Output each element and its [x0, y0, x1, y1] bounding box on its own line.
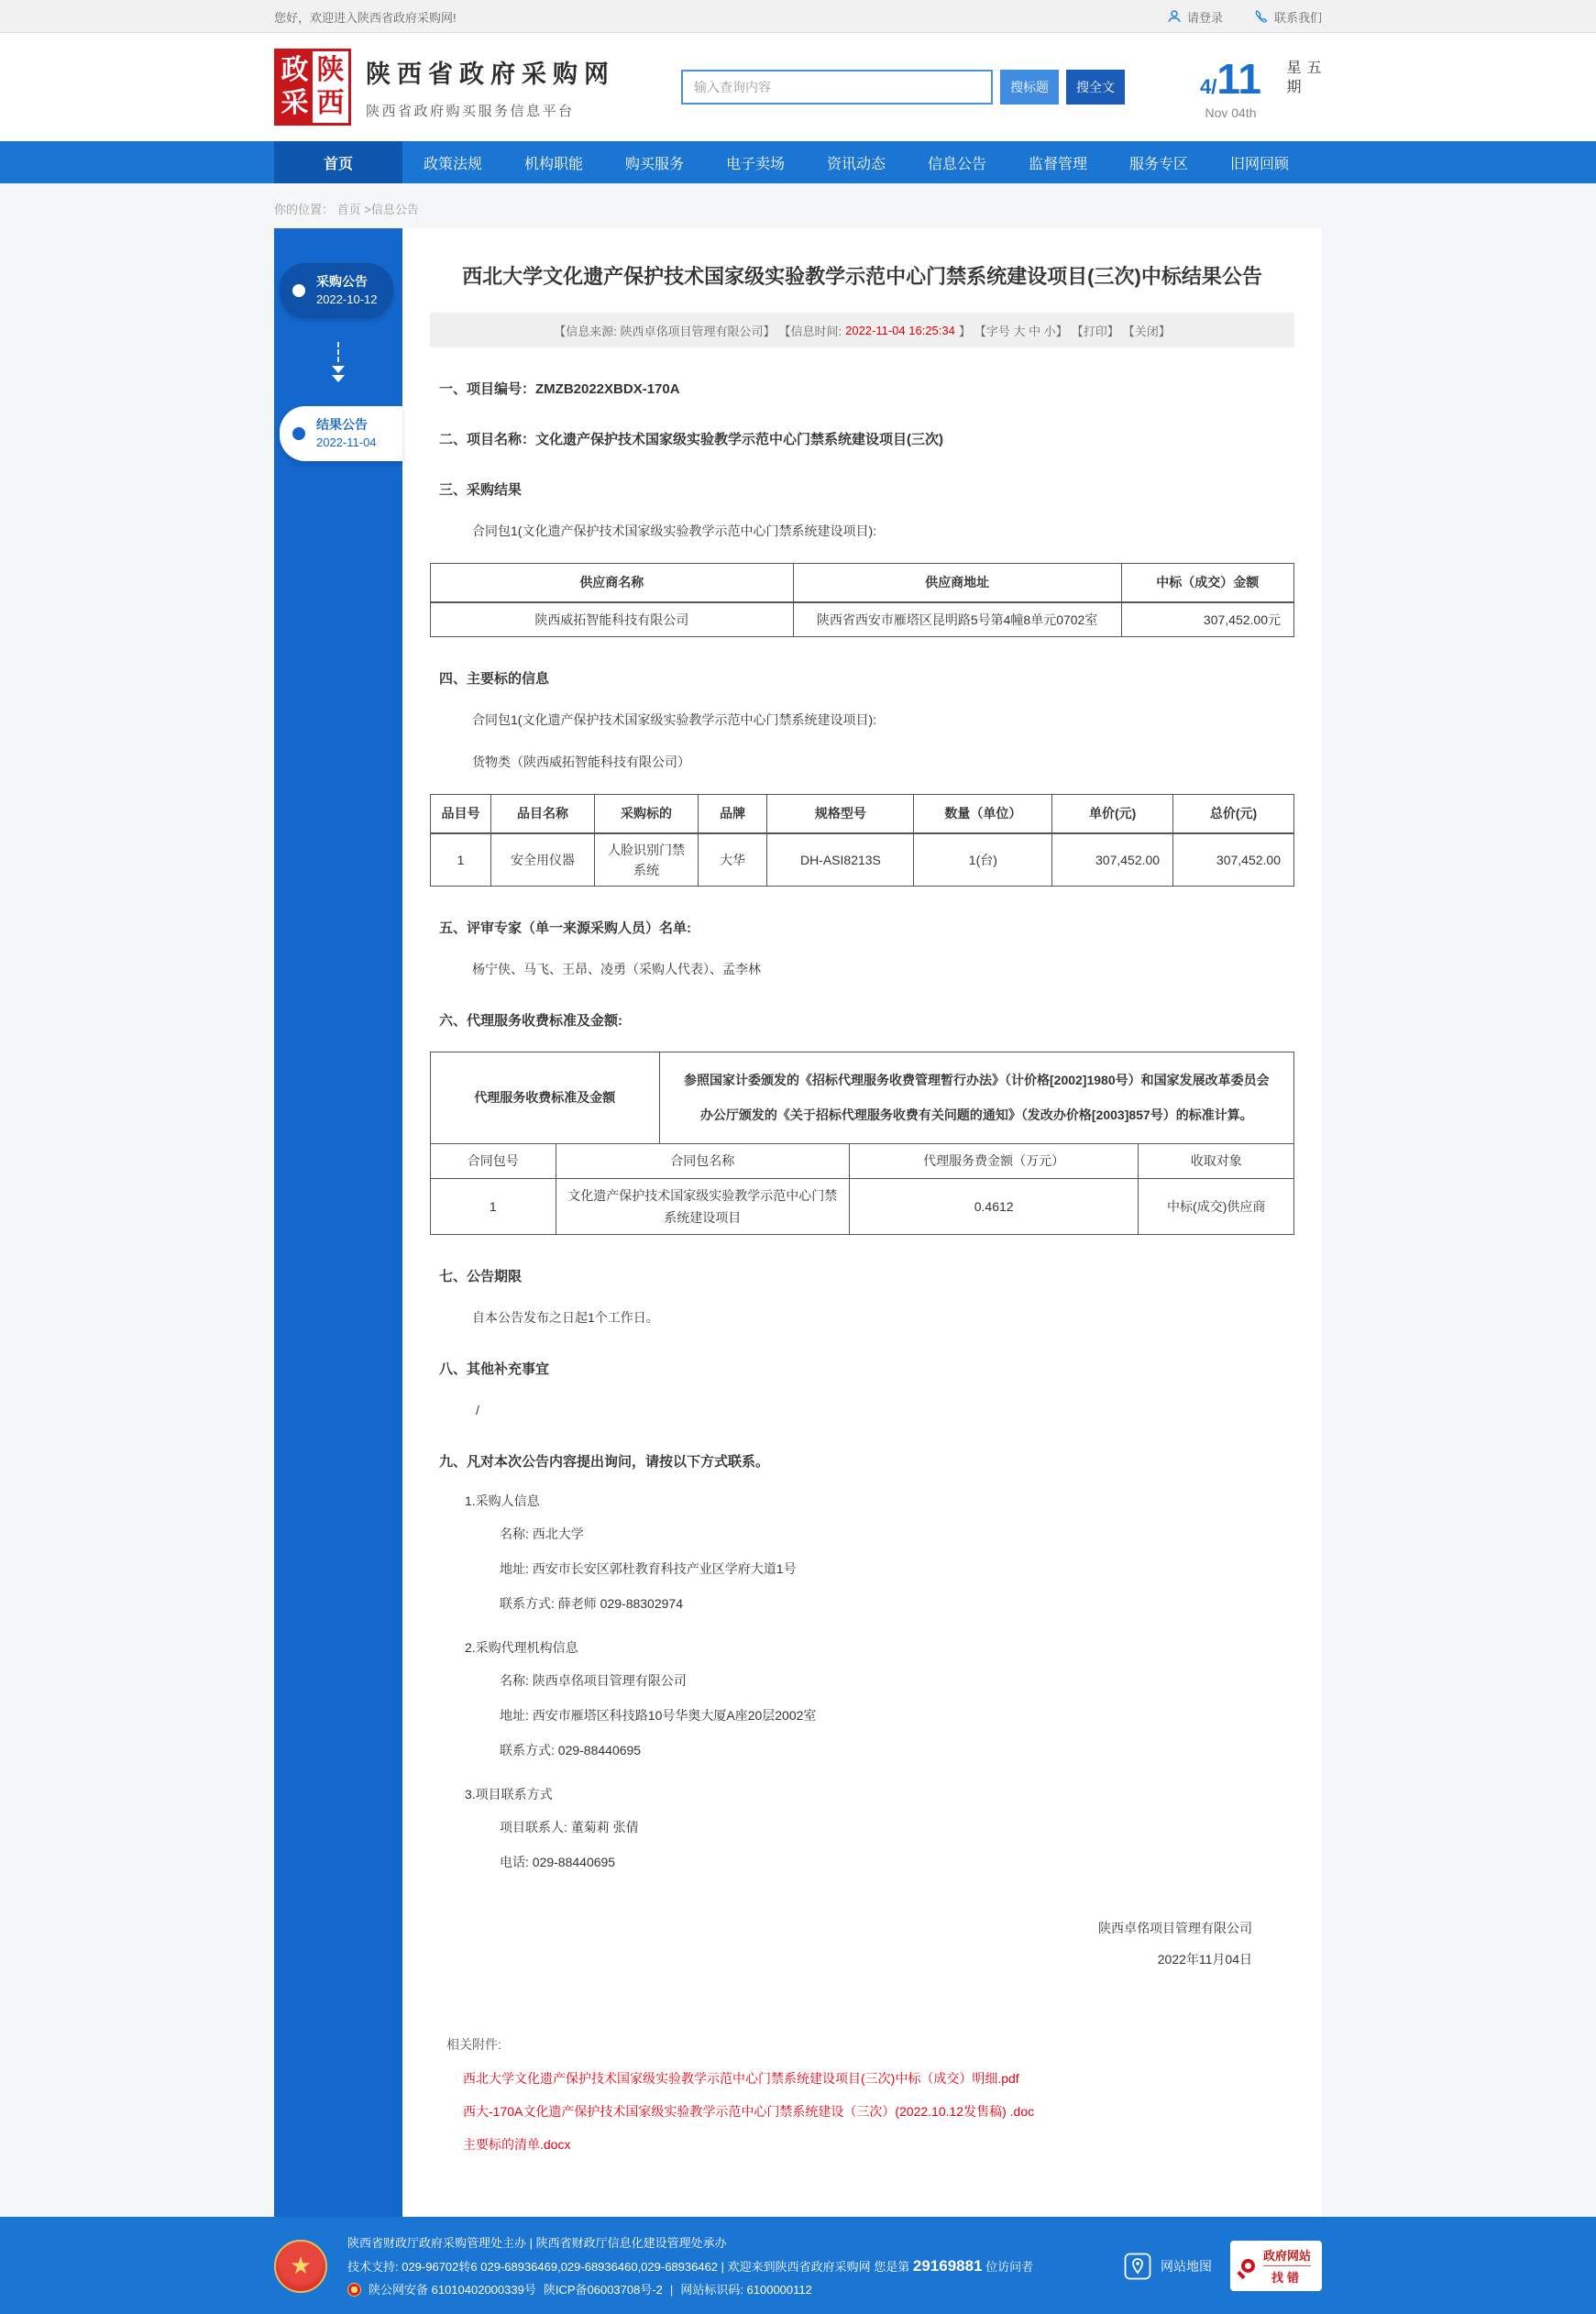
- section-3-heading: 三、采购结果: [439, 482, 523, 498]
- agency-fee-table: [430, 1143, 1294, 1235]
- timeline-sidebar: [274, 228, 402, 2217]
- print-button[interactable]: 【打印】: [1071, 324, 1119, 338]
- supplier-address-cell: 陕西省西安市雁塔区昆明路5号第4幢8单元0702室: [793, 602, 1121, 637]
- nav-item-supervision[interactable]: 监督管理: [1028, 156, 1087, 172]
- nav-item-service-zone[interactable]: 服务专区: [1128, 156, 1188, 172]
- attachment-link-doc[interactable]: 西大-170A文化遗产保护技术国家级实验教学示范中心门禁系统建设（三次）(2022.10.12发售稿) .doc: [463, 2103, 1035, 2119]
- signature-block: [430, 1912, 1252, 1975]
- magnifier-icon: [1241, 2259, 1255, 2273]
- column-header: 合同包号: [431, 1143, 556, 1178]
- column-header: 合同包名称: [556, 1143, 849, 1178]
- logo-char: 西: [316, 88, 345, 118]
- column-header: 数量（单位）: [914, 795, 1052, 833]
- agency-fee-standard-table: [430, 1052, 1294, 1144]
- table-row: [431, 833, 1294, 887]
- phone-icon: [1254, 9, 1269, 24]
- column-header: 供应商地址: [793, 564, 1121, 602]
- footer: [0, 2217, 1596, 2314]
- column-header: 品目号: [431, 795, 491, 833]
- arrow-down-icon: [320, 342, 357, 382]
- sidebar-item-label: 采购公告: [316, 274, 368, 289]
- info-time-label: 【信息时间:: [778, 324, 842, 338]
- info-time-value: 2022-11-04 16:25:34: [845, 323, 955, 337]
- table-row: [431, 1178, 1294, 1234]
- breadcrumb-current-link[interactable]: 信息公告: [370, 203, 419, 216]
- date-widget: [1200, 54, 1322, 120]
- attachment-link-docx[interactable]: 主要标的清单.docx: [463, 2136, 571, 2152]
- breadcrumb: [274, 183, 1322, 228]
- sidebar-item-label: 结果公告: [316, 417, 368, 432]
- fee-standard-label-cell: 代理服务收费标准及金额: [431, 1052, 660, 1143]
- timeline-dot-icon: [292, 427, 305, 440]
- signature-date: 2022年11月04日: [1157, 1951, 1252, 1967]
- search-fulltext-button[interactable]: 搜全文: [1066, 70, 1125, 105]
- column-header: 品目名称: [490, 795, 594, 833]
- sitemap-label: 网站地图: [1160, 2258, 1212, 2274]
- topbar: [0, 0, 1596, 33]
- info-source: 【信息来源: 陕西卓佲项目管理有限公司】: [554, 324, 776, 338]
- contact-line: 名称: 西北大学: [500, 1526, 584, 1541]
- column-header: 总价(元): [1173, 795, 1294, 833]
- contact-line: 地址: 西安市雁塔区科技路10号华奥大厦A座20层2002室: [500, 1707, 817, 1723]
- sidebar-item-date: 2022-10-12: [316, 292, 378, 306]
- experts-list: 杨宁侠、马飞、王昂、凌勇（采购人代表）、孟李林: [472, 961, 761, 976]
- brand-cell: 大华: [699, 833, 767, 887]
- search-input[interactable]: [681, 70, 993, 105]
- column-header: 单价(元): [1052, 795, 1173, 833]
- table-row: [431, 602, 1294, 637]
- logo-char: 陕: [316, 55, 345, 85]
- contact-group-title: 3.项目联系方式: [465, 1786, 553, 1802]
- other-matters-text: /: [476, 1402, 479, 1417]
- column-header: 品牌: [699, 795, 767, 833]
- contact-line: 地址: 西安市长安区郭杜教育科技产业区学府大道1号: [500, 1560, 797, 1576]
- article-panel: [402, 228, 1322, 2217]
- contact-line: 项目联系人: 董菊莉 张倩: [500, 1819, 639, 1835]
- timeline-dot-icon: [292, 284, 305, 297]
- sitemap-link[interactable]: [1124, 2253, 1212, 2280]
- item-name-cell: 安全用仪器: [490, 833, 594, 887]
- nav-item-news[interactable]: 资讯动态: [826, 156, 886, 172]
- nav-item-home[interactable]: 首页: [274, 141, 402, 183]
- visitor-count: 29169881: [912, 2256, 983, 2275]
- info-time-close: 】: [958, 324, 971, 338]
- search-title-button[interactable]: 搜标题: [1000, 70, 1059, 105]
- contact-line: 联系方式: 029-88440695: [500, 1742, 642, 1758]
- header: [0, 33, 1596, 141]
- section-8-heading: 八、其他补充事宜: [439, 1361, 550, 1377]
- column-header: 规格型号: [767, 795, 914, 833]
- nav-item-e-market[interactable]: 电子卖场: [725, 156, 785, 172]
- table-row: [431, 1052, 1294, 1143]
- page-title: 西北大学文化遗产保护技术国家级实验教学示范中心门禁系统建设项目(三次)中标结果公告: [462, 265, 1262, 288]
- section-1-heading: 一、项目编号：ZMZB2022XBDX-170A: [439, 381, 680, 397]
- section-7-heading: 七、公告期限: [439, 1268, 523, 1284]
- error-report-badge[interactable]: [1230, 2241, 1322, 2291]
- site-logo: [274, 49, 351, 126]
- contact-group-title: 1.采购人信息: [465, 1493, 540, 1508]
- attachment-link-pdf[interactable]: 西北大学文化遗产保护技术国家级实验教学示范中心门禁系统建设项目(三次)中标（成交）明细.pdf: [463, 2070, 1019, 2086]
- unit-price-cell: 307,452.00: [1052, 833, 1173, 887]
- nav-item-announcements[interactable]: 信息公告: [927, 156, 986, 172]
- package-name-cell: 文化遗产保护技术国家级实验教学示范中心门禁系统建设项目: [556, 1178, 849, 1234]
- login-link[interactable]: [1167, 8, 1223, 26]
- police-badge-icon: [347, 2283, 361, 2297]
- section-6-heading: 六、代理服务收费标准及金额:: [439, 1012, 622, 1029]
- visitor-suffix: 位访问者: [985, 2259, 1034, 2274]
- column-header: 收取对象: [1139, 1143, 1294, 1178]
- map-icon: [1124, 2253, 1151, 2280]
- main-nav: [0, 141, 1596, 183]
- supplier-name-cell: 陕西威拓智能科技有限公司: [431, 602, 794, 637]
- icp-registration: 陕ICP备06003708号-2: [543, 2282, 663, 2297]
- section-5-heading: 五、评审专家（单一来源采购人员）名单:: [439, 920, 691, 936]
- sidebar-item-date: 2022-11-04: [316, 435, 377, 449]
- section-4-heading: 四、主要标的信息: [439, 671, 550, 687]
- police-registration: 陕公网安备 61010402000339号: [369, 2282, 536, 2297]
- logo-char: 政: [281, 55, 309, 85]
- breadcrumb-home-link[interactable]: 首页: [336, 203, 361, 216]
- article-meta-bar: [430, 313, 1294, 347]
- date-day: 11: [1216, 55, 1261, 103]
- purchaser-info: [465, 1489, 1294, 1617]
- bid-items-table: [430, 794, 1294, 887]
- fee-standard-text-cell: 参照国家计委颁发的《招标代理服务收费管理暂行办法》（计价格[2002]1980号）和国家发展改革委员会办公厅颁发的《关于招标代理服务收费有关问题的通知》（发改办价格[2003]857号）的标准计算。: [659, 1052, 1293, 1143]
- contact-group-title: 2.采购代理机构信息: [465, 1639, 578, 1655]
- award-amount-cell: 307,452.00元: [1121, 602, 1293, 637]
- contact-line: 名称: 陕西卓佲项目管理有限公司: [500, 1672, 687, 1688]
- project-contact-info: [465, 1782, 1294, 1876]
- procurement-target-cell: 人脸识别门禁系统: [594, 833, 698, 887]
- attachments-section: [446, 2035, 1294, 2153]
- breadcrumb-separator: >: [364, 203, 371, 216]
- package-no-cell: 1: [431, 1178, 556, 1234]
- nav-item-policies[interactable]: 政策法规: [423, 156, 482, 172]
- site-subtitle: 陕西省政府购买服务信息平台: [366, 104, 575, 119]
- user-icon: [1167, 9, 1182, 24]
- column-header: 采购标的: [594, 795, 698, 833]
- section-9-heading: 九、凡对本次公告内容提出询问，请按以下方式联系。: [439, 1453, 770, 1470]
- date-month: 4/: [1200, 75, 1217, 98]
- column-header: 中标（成交）金额: [1121, 564, 1293, 602]
- nav-item-purchase-services[interactable]: 购买服务: [624, 156, 684, 172]
- separator: |: [669, 2282, 674, 2297]
- section-2-heading: 二、项目名称：文化遗产保护技术国家级实验教学示范中心门禁系统建设项目(三次): [439, 432, 943, 447]
- date-english: Nov 04th: [1205, 105, 1257, 120]
- agency-info: [465, 1636, 1294, 1764]
- fee-amount-cell: 0.4612: [849, 1178, 1139, 1234]
- gov-site-label: 政府网站: [1263, 2246, 1311, 2266]
- column-header: 代理服务费金额（万元）: [849, 1143, 1139, 1178]
- contact-link[interactable]: [1254, 8, 1322, 26]
- nav-item-functions[interactable]: 机构职能: [523, 156, 583, 172]
- login-label: 请登录: [1186, 10, 1223, 25]
- emblem-icon: ★: [274, 2240, 327, 2293]
- signature-company: 陕西卓佲项目管理有限公司: [1098, 1920, 1252, 1935]
- footer-organizer-line: 陕西省财政厅政府采购管理处主办 | 陕西省财政厅信息化建设管理处承办: [347, 2235, 727, 2250]
- package-line: 合同包1(文化遗产保护技术国家级实验教学示范中心门禁系统建设项目):: [472, 712, 876, 727]
- category-line: 货物类（陕西威拓智能科技有限公司）: [472, 755, 690, 769]
- sidebar-item-procurement-notice[interactable]: [280, 263, 393, 318]
- notice-period-text: 自本公告发布之日起1个工作日。: [472, 1309, 659, 1325]
- close-button[interactable]: 【关闭】: [1122, 324, 1171, 338]
- supplier-result-table: [430, 563, 1294, 637]
- footer-support-text: 技术支持: 029-96702转6 029-68936469,029-68936460,029-68936462 | 欢迎来到陕西省政府采购网 您是第: [347, 2259, 910, 2274]
- fee-payer-cell: 中标(成交)供应商: [1139, 1178, 1294, 1234]
- font-size-control[interactable]: 【字号 大 中 小】: [974, 324, 1068, 338]
- column-header: 供应商名称: [431, 564, 794, 602]
- attachments-label: 相关附件:: [446, 2036, 501, 2052]
- quantity-cell: 1(台): [914, 833, 1052, 887]
- site-name: 陕西省政府采购网: [366, 61, 615, 88]
- contact-label: 联系我们: [1273, 10, 1322, 25]
- sidebar-item-result-notice[interactable]: [280, 406, 402, 461]
- contact-line: 电话: 029-88440695: [500, 1854, 616, 1869]
- model-cell: DH-ASI8213S: [767, 833, 914, 887]
- package-line: 合同包1(文化遗产保护技术国家级实验教学示范中心门禁系统建设项目):: [472, 523, 876, 538]
- welcome-text: 您好，欢迎进入陕西省政府采购网!: [274, 10, 457, 25]
- site-code: 网站标识码: 6100000112: [680, 2282, 812, 2297]
- total-price-cell: 307,452.00: [1173, 833, 1294, 887]
- nav-item-old-site[interactable]: 旧网回顾: [1229, 156, 1289, 172]
- logo-char: 采: [281, 88, 309, 118]
- find-error-label: 找错: [1271, 2271, 1303, 2285]
- date-weekday: 星期五: [1284, 60, 1320, 98]
- item-no-cell: 1: [431, 833, 491, 887]
- footer-support-line: [347, 2254, 1033, 2278]
- footer-registration-line: [347, 2278, 1033, 2301]
- breadcrumb-prefix: 你的位置：: [274, 203, 335, 216]
- contact-line: 联系方式: 薛老师 029-88302974: [500, 1595, 683, 1611]
